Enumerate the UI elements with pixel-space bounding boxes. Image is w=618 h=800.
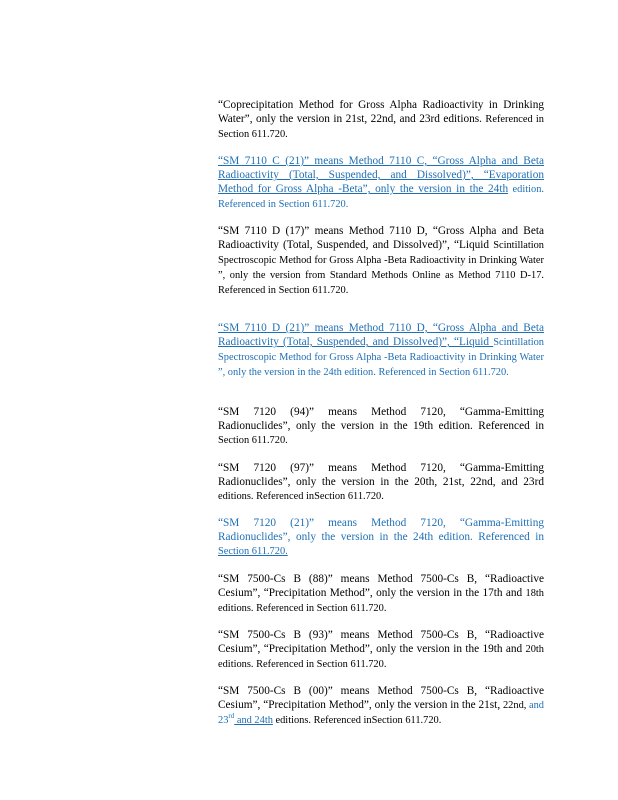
superscript-ordinal: rd	[228, 712, 235, 721]
inserted-text-run: Section 611.720.	[218, 546, 288, 557]
inserted-text-run: Scintillation Spectroscopic Method for Gross Alpha -Beta Radioactivity in Drinking Water ”, only the version in the 24th edition. Referenced in Section 611.720.	[218, 337, 544, 378]
paragraph-coprecipitation	[218, 98, 544, 142]
paragraph-sm-7500csb-88	[218, 572, 544, 616]
inserted-text-run: edition. Referenced in Section 611.720.	[218, 184, 544, 210]
text-run: editions. Referenced inSection 611.720.	[272, 715, 442, 726]
text-run: “SM 7500-Cs B (88)” means Method 7500-Cs B, “Radioactive Cesium”, “Precipitation Method”, only the version in the 17th and	[218, 573, 544, 599]
text-run: 18th editions. Referenced in Section 611.720.	[218, 588, 544, 614]
text-run: “SM 7120 (97)” means Method 7120, “Gamma-Emitting Radionuclides”, only the version in the 20th, 21st, 22nd, and 23rd	[218, 462, 544, 488]
text-run: editions. Referenced inSection 611.720.	[218, 491, 384, 502]
text-run: “SM 7110 D (17)” means Method 7110 D, “Gross Alpha and Beta Radioactivity (Total, Suspended, and Dissolved)”, “Liquid	[218, 225, 544, 251]
paragraph-sm-7120-94	[218, 405, 544, 448]
inserted-text-run: and 24th	[234, 715, 273, 726]
paragraph-sm-7110c-21	[218, 154, 544, 212]
paragraph-sm-7110d-21	[218, 321, 544, 380]
text-run: Section 611.720.	[218, 435, 288, 446]
text-run: “SM 7500-Cs B (93)” means Method 7500-Cs B, “Radioactive Cesium”, “Precipitation Method”, only the version in the 19th and	[218, 629, 544, 655]
paragraph-sm-7110d-17	[218, 224, 544, 298]
paragraph-sm-7500csb-00	[218, 684, 544, 728]
text-run: 20th editions. Referenced in Section 611.720.	[218, 644, 544, 670]
paragraph-sm-7120-97	[218, 461, 544, 504]
paragraph-sm-7500csb-93	[218, 628, 544, 672]
text-run: “Coprecipitation Method for Gross Alpha Radioactivity in Drinking Water”, only the version in 21st, 22nd, and 23rd editions.	[218, 99, 544, 125]
text-run: 22nd,	[502, 700, 529, 711]
inserted-text-run: “SM 7110 C (21)” means Method 7110 C, “Gross Alpha and Beta Radioactivity (Total, Suspended, and Dissolved)”, “Evaporation Method for Gross Alpha -Beta”, only the version in the 24th	[218, 155, 544, 195]
inserted-text-run: “SM 7120 (21)” means Method 7120, “Gamma-Emitting Radionuclides”, only the version in the 24th edition. Referenced in	[218, 517, 544, 543]
paragraph-sm-7120-21	[218, 516, 544, 559]
inserted-text-run: “SM 7110 D (21)” means Method 7110 D, “Gross Alpha and Beta Radioactivity (Total, Suspended, and Dissolved)”, “Liquid	[218, 322, 544, 348]
text-run: “SM 7500-Cs B (00)” means Method 7500-Cs B, “Radioactive Cesium”, “Precipitation Method”, only the version in the 21st,	[218, 685, 544, 711]
text-run: Scintillation Spectroscopic Method for Gross Alpha -Beta Radioactivity in Drinking Water ”, only the version from Standard Methods Online as Method 7110 D-17. Referenced in Section 611.720.	[218, 240, 544, 296]
text-run: “SM 7120 (94)” means Method 7120, “Gamma-Emitting Radionuclides”, only the version in the 19th edition. Referenced in	[218, 406, 544, 432]
inserted-text-run: and 23	[218, 700, 544, 726]
text-run: Referenced in Section 611.720.	[218, 114, 544, 140]
